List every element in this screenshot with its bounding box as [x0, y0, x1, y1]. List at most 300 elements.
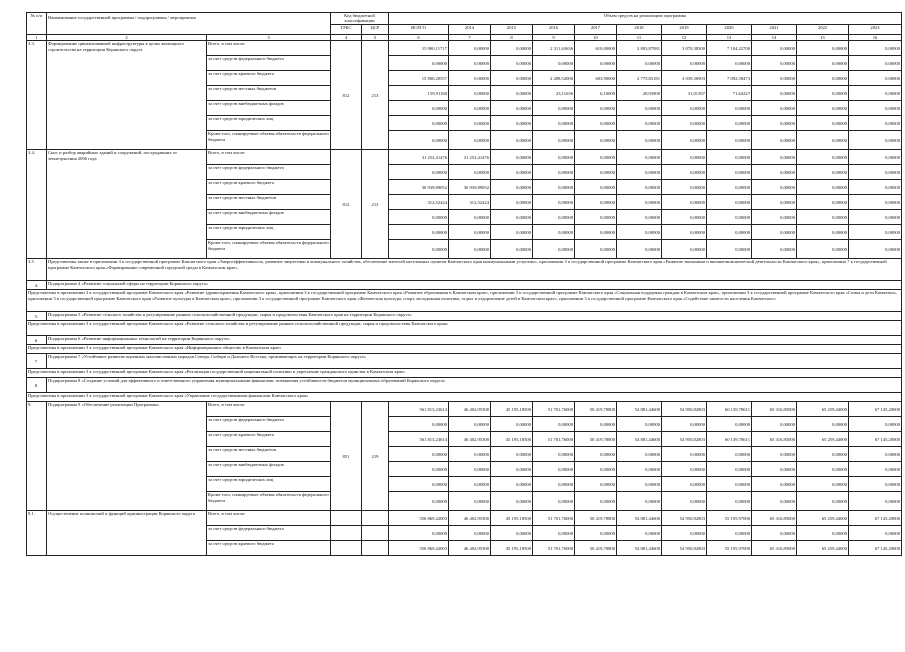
funding-source: Кроме того, планируемые объемы обязательств федерального бюджета — [207, 492, 331, 511]
amount-cell: 0,00000 — [849, 71, 902, 86]
csr-code — [362, 541, 389, 556]
amount-cell: 0,00000 — [707, 195, 752, 210]
amount-cell: 0,00000 — [575, 210, 617, 225]
amount-cell: 0,00000 — [662, 180, 707, 195]
amount-cell: 0,00000 — [449, 240, 491, 259]
amount-cell: 0,00000 — [533, 447, 575, 462]
row-text: Представлены в приложении 3 к государственной программе Камчатского края «Управление государственными финансами Камчатского края» — [27, 393, 902, 402]
amount-cell: 46 402,95300 — [449, 432, 491, 447]
amount-cell: 0,00000 — [797, 526, 849, 541]
amount-cell: 0,00000 — [533, 210, 575, 225]
column-number: 14 — [752, 34, 797, 40]
funding-source: за счет средств федерального бюджета — [207, 56, 331, 71]
note-row — [27, 290, 902, 312]
amount-cell: 0,00000 — [449, 417, 491, 432]
column-number: 10 — [575, 34, 617, 40]
amount-cell: 54 881,44600 — [617, 541, 662, 556]
amount-cell: 0,00000 — [449, 116, 491, 131]
amount-cell: 7 092,58473 — [707, 71, 752, 86]
amount-cell: 0,00000 — [617, 240, 662, 259]
amount-cell: 0,00000 — [849, 210, 902, 225]
amount-cell: 0,00000 — [491, 477, 533, 492]
budget-table — [26, 12, 902, 556]
amount-cell: 54 950,82803 — [662, 402, 707, 417]
amount-cell: 0,00000 — [449, 165, 491, 180]
subprogram-title: Подпрограмма 4 «Развитие социальной сферы на территории Корякского округа» — [47, 281, 902, 290]
amount-cell: 30 939,89052 — [449, 180, 491, 195]
amount-cell: 0,00000 — [617, 492, 662, 511]
amount-cell: 28,03900 — [617, 86, 662, 101]
amount-cell: 0,00000 — [491, 195, 533, 210]
amount-cell: 0,00000 — [662, 56, 707, 71]
column-number: 15 — [797, 34, 849, 40]
amount-cell: 0,00000 — [617, 195, 662, 210]
subprogram-row — [27, 336, 902, 345]
amount-cell: 0,00000 — [389, 225, 449, 240]
funding-source: за счет средств местных бюджетов — [207, 86, 331, 101]
amount-cell: 0,00000 — [849, 165, 902, 180]
amount-cell: 0,00000 — [707, 240, 752, 259]
amount-cell: 0,00000 — [707, 225, 752, 240]
amount-cell: 2 311,63636 — [533, 41, 575, 56]
amount-cell: 0,00000 — [752, 225, 797, 240]
note-row — [27, 393, 902, 402]
amount-cell: 0,00000 — [752, 417, 797, 432]
grbs-code: 812 — [331, 41, 362, 150]
amount-cell: 2 803,87081 — [617, 41, 662, 56]
amount-cell: 0,00000 — [752, 150, 797, 165]
header-budget-code: Код бюджетной классификации — [331, 13, 389, 25]
amount-cell: 0,00000 — [449, 56, 491, 71]
amount-cell: 0,00000 — [849, 56, 902, 71]
amount-cell: 15 900,11717 — [389, 41, 449, 56]
amount-cell: 0,00000 — [533, 462, 575, 477]
row-number: 3.5 — [27, 259, 47, 281]
amount-cell: 54 881,44600 — [617, 432, 662, 447]
amount-cell: 0,00000 — [752, 116, 797, 131]
amount-cell: 556 869,42003 — [389, 511, 449, 526]
amount-cell: 0,00000 — [752, 56, 797, 71]
amount-cell: 0,00000 — [752, 131, 797, 150]
amount-cell: 0,00000 — [533, 116, 575, 131]
amount-cell: 0,00000 — [662, 447, 707, 462]
grbs-code: 851 — [331, 402, 362, 511]
row-number: 8. — [27, 378, 47, 393]
amount-cell: 0,00000 — [389, 165, 449, 180]
amount-cell: 0,00000 — [662, 195, 707, 210]
amount-cell: 0,00000 — [662, 210, 707, 225]
amount-cell: 0,00000 — [575, 150, 617, 165]
amount-cell: 0,00000 — [533, 101, 575, 116]
amount-cell: 0,00000 — [389, 492, 449, 511]
amount-cell: 0,00000 — [491, 180, 533, 195]
amount-cell: 0,00000 — [752, 180, 797, 195]
csr-code — [362, 511, 389, 526]
amount-cell: 0,00000 — [575, 195, 617, 210]
amount-cell: 31 252,41476 — [389, 150, 449, 165]
funding-source: за счет средств юридических лиц — [207, 477, 331, 492]
csr-code: 213 — [362, 150, 389, 259]
amount-cell: 0,00000 — [752, 210, 797, 225]
amount-cell: 60 139,78611 — [707, 402, 752, 417]
amount-cell: 54 881,44600 — [617, 402, 662, 417]
amount-cell: 0,00000 — [797, 417, 849, 432]
table-row — [27, 150, 902, 165]
amount-cell: 0,00000 — [849, 180, 902, 195]
header-year: 2014 — [449, 24, 491, 34]
amount-cell: 0,00000 — [449, 86, 491, 101]
amount-cell: 7 104,22700 — [707, 41, 752, 56]
amount-cell: 0,00000 — [575, 180, 617, 195]
amount-cell: 0,00000 — [575, 417, 617, 432]
amount-cell: 0,00000 — [449, 462, 491, 477]
amount-cell: 0,00000 — [797, 56, 849, 71]
funding-source: за счет средств внебюджетных фондов — [207, 462, 331, 477]
amount-cell: 0,00000 — [491, 116, 533, 131]
amount-cell: 0,00000 — [389, 526, 449, 541]
amount-cell: 0,00000 — [491, 86, 533, 101]
amount-cell: 50 419,78800 — [575, 432, 617, 447]
amount-cell: 0,00000 — [797, 477, 849, 492]
row-number: 3.4. — [27, 150, 47, 259]
amount-cell: 0,00000 — [797, 210, 849, 225]
amount-cell: 603,90000 — [575, 71, 617, 86]
amount-cell: 51 701,76000 — [533, 432, 575, 447]
amount-cell: 0,00000 — [575, 116, 617, 131]
amount-cell: 0,00000 — [491, 150, 533, 165]
amount-cell: 0,00000 — [707, 210, 752, 225]
measure-name: Снос и разбор аварийных зданий и сооружений, пострадавших от землетрясения 2006 года — [47, 150, 207, 259]
amount-cell: 0,00000 — [662, 462, 707, 477]
amount-cell: 0,00000 — [491, 492, 533, 511]
amount-cell: 0,00000 — [797, 447, 849, 462]
amount-cell: 0,00000 — [491, 417, 533, 432]
column-number: 11 — [617, 34, 662, 40]
amount-cell: 0,00000 — [533, 240, 575, 259]
subprogram-title: Подпрограмма 5 «Развитие сельского хозяйства и регулирование рынков сельскохозяйственной продукции, сырья и продовольствия Камчатского края на территории Корякского округа» — [47, 312, 902, 321]
amount-cell: 0,00000 — [575, 101, 617, 116]
amount-cell: 0,00000 — [797, 131, 849, 150]
amount-cell: 23,11636 — [533, 86, 575, 101]
amount-cell: 0,00000 — [533, 150, 575, 165]
amount-cell: 0,00000 — [617, 116, 662, 131]
amount-cell: 0,00000 — [797, 240, 849, 259]
grbs-code — [331, 511, 362, 526]
amount-cell: 0,00000 — [449, 492, 491, 511]
amount-cell: 50 419,78800 — [575, 402, 617, 417]
amount-cell: 0,00000 — [849, 150, 902, 165]
amount-cell: 45 195,18500 — [491, 541, 533, 556]
amount-cell: 0,00000 — [449, 41, 491, 56]
amount-cell: 0,00000 — [752, 477, 797, 492]
amount-cell: 0,00000 — [662, 240, 707, 259]
note-row — [27, 345, 902, 354]
amount-cell: 0,00000 — [491, 56, 533, 71]
amount-cell: 67 145,20000 — [849, 432, 902, 447]
amount-cell: 312,52424 — [389, 195, 449, 210]
measure-name: Формирование цивилизованной инфраструктуры в целях жилищного строительства на территории Корякского округа — [47, 41, 207, 150]
funding-source: за счет средств краевого бюджета — [207, 432, 331, 447]
row-number: 3.3. — [27, 41, 47, 150]
header-volume: Объем средств на реализацию программы — [389, 13, 902, 25]
amount-cell: 0,00000 — [849, 195, 902, 210]
amount-cell: 2 775,83181 — [617, 71, 662, 86]
amount-cell: 0,00000 — [575, 462, 617, 477]
amount-cell: 0,00000 — [575, 477, 617, 492]
amount-cell: 0,00000 — [449, 210, 491, 225]
amount-cell: 0,00000 — [849, 131, 902, 150]
amount-cell: 0,00000 — [389, 210, 449, 225]
amount-cell: 0,00000 — [797, 101, 849, 116]
amount-cell: 0,00000 — [797, 86, 849, 101]
amount-cell: 0,00000 — [849, 101, 902, 116]
amount-cell: 0,00000 — [617, 225, 662, 240]
amount-cell: 0,00000 — [575, 165, 617, 180]
subprogram-row — [27, 312, 902, 321]
amount-cell: 0,00000 — [389, 240, 449, 259]
amount-cell: 0,00000 — [491, 131, 533, 150]
amount-cell: 0,00000 — [797, 180, 849, 195]
amount-cell: 0,00000 — [491, 447, 533, 462]
subprogram-row — [27, 354, 902, 369]
funding-source: Всего, в том числе: — [207, 150, 331, 165]
row-number: 9.1. — [27, 511, 47, 556]
table-row — [27, 41, 902, 56]
amount-cell: 67 145,20000 — [849, 541, 902, 556]
amount-cell: 67 145,20000 — [849, 511, 902, 526]
amount-cell: 0,00000 — [575, 447, 617, 462]
amount-cell: 0,00000 — [797, 492, 849, 511]
amount-cell: 0,00000 — [849, 240, 902, 259]
amount-cell: 561 813,23614 — [389, 402, 449, 417]
funding-source: за счет средств федерального бюджета — [207, 165, 331, 180]
amount-cell: 0,00000 — [707, 56, 752, 71]
funding-source: за счет средств юридических лиц — [207, 225, 331, 240]
header-total: ВСЕГО — [389, 24, 449, 34]
funding-source: Всего, в том числе: — [207, 402, 331, 417]
amount-cell: 0,00000 — [707, 180, 752, 195]
amount-cell: 0,00000 — [533, 165, 575, 180]
amount-cell: 0,00000 — [617, 417, 662, 432]
amount-cell: 0,00000 — [707, 462, 752, 477]
amount-cell: 15 800,20557 — [389, 71, 449, 86]
funding-source: за счет средств внебюджетных фондов — [207, 210, 331, 225]
amount-cell: 0,00000 — [752, 492, 797, 511]
amount-cell: 0,00000 — [533, 526, 575, 541]
amount-cell: 54 950,82803 — [662, 541, 707, 556]
amount-cell: 0,00000 — [849, 492, 902, 511]
subprogram-row — [27, 378, 902, 393]
amount-cell: 0,00000 — [533, 225, 575, 240]
row-number: 4. — [27, 281, 47, 290]
amount-cell: 0,00000 — [491, 462, 533, 477]
header-year: 2018 — [617, 24, 662, 34]
csr-code — [362, 526, 389, 541]
row-text: Представлены в приложении 3 к государственной программе Камчатского края «Информационное общество в Камчатском крае» — [27, 345, 902, 354]
row-number: 5. — [27, 312, 47, 321]
amount-cell: 0,00000 — [449, 101, 491, 116]
amount-cell: 51 701,76000 — [533, 541, 575, 556]
amount-cell: 46 402,95300 — [449, 511, 491, 526]
amount-cell: 0,00000 — [752, 447, 797, 462]
amount-cell: 556 869,42003 — [389, 541, 449, 556]
column-number: 13 — [707, 34, 752, 40]
amount-cell: 51 701,76000 — [533, 402, 575, 417]
amount-cell: 31 252,41476 — [449, 150, 491, 165]
amount-cell: 0,00000 — [707, 116, 752, 131]
amount-cell: 0,00000 — [617, 526, 662, 541]
amount-cell: 0,00000 — [491, 210, 533, 225]
header-year: 2023 — [849, 24, 902, 34]
amount-cell: 561 813,23614 — [389, 432, 449, 447]
header-year: 2020 — [707, 24, 752, 34]
column-number: 5 — [362, 34, 389, 40]
table-row — [27, 402, 902, 417]
subprogram-title: Подпрограмма 7 «Устойчивое развитие коренных малочисленных народов Севера, Сибири и Дальнего Востока, проживающих на территории Корякского округа» — [47, 354, 902, 369]
table-row — [27, 511, 902, 526]
amount-cell: 54 950,82803 — [662, 511, 707, 526]
header-number: № п/п — [27, 13, 47, 35]
amount-cell: 0,00000 — [662, 492, 707, 511]
amount-cell: 0,00000 — [575, 492, 617, 511]
amount-cell: 0,00000 — [575, 56, 617, 71]
amount-cell: 45 195,18500 — [491, 432, 533, 447]
amount-cell: 65 316,85000 — [752, 541, 797, 556]
amount-cell: 0,00000 — [491, 71, 533, 86]
amount-cell: 0,00000 — [797, 225, 849, 240]
amount-cell: 50 419,78800 — [575, 541, 617, 556]
amount-cell: 0,00000 — [617, 165, 662, 180]
amount-cell: 0,00000 — [707, 165, 752, 180]
amount-cell: 0,00000 — [797, 41, 849, 56]
amount-cell: 65 316,85000 — [752, 402, 797, 417]
funding-source: за счет средств краевого бюджета — [207, 541, 331, 556]
amount-cell: 0,00000 — [533, 195, 575, 210]
amount-cell: 65 259,44000 — [797, 541, 849, 556]
funding-source: за счет средств местных бюджетов — [207, 447, 331, 462]
amount-cell: 0,00000 — [849, 86, 902, 101]
header-year: 2019 — [662, 24, 707, 34]
row-text: Представлены в приложении 3 к государственной программе Камчатского края «Развитие сельского хозяйства и регулирование рынков сельскохозяйственной продукции, сырья и продовольствия Камчатского края» — [27, 321, 902, 336]
amount-cell: 0,00000 — [797, 71, 849, 86]
amount-cell: 0,00000 — [662, 131, 707, 150]
amount-cell: 0,00000 — [849, 116, 902, 131]
amount-cell: 30 939,89052 — [389, 180, 449, 195]
amount-cell: 67 145,20000 — [849, 402, 902, 417]
amount-cell: 0,00000 — [533, 477, 575, 492]
amount-cell: 2 288,52000 — [533, 71, 575, 86]
amount-cell: 0,00000 — [707, 101, 752, 116]
amount-cell: 0,00000 — [662, 417, 707, 432]
column-number: 12 — [662, 34, 707, 40]
amount-cell: 0,00000 — [662, 101, 707, 116]
funding-source: Кроме того, планируемые объемы обязательств федерального бюджета — [207, 240, 331, 259]
amount-cell: 0,00000 — [617, 56, 662, 71]
amount-cell: 0,00000 — [491, 41, 533, 56]
amount-cell: 0,00000 — [662, 150, 707, 165]
amount-cell: 0,00000 — [662, 225, 707, 240]
amount-cell: 0,00000 — [707, 417, 752, 432]
subprogram-row — [27, 281, 902, 290]
header-name: Наименование государственной программы / подпрограммы / мероприятия — [47, 13, 331, 35]
amount-cell: 46 402,95300 — [449, 402, 491, 417]
amount-cell: 0,00000 — [849, 447, 902, 462]
header-grbs: ГРБС — [331, 24, 362, 34]
amount-cell: 0,00000 — [662, 116, 707, 131]
row-number: 6. — [27, 336, 47, 345]
subprogram-title: Подпрограмма 8 «Создание условий для эффективного и ответственного управления муниципальными финансами, повышения устойчивости бюджетов муниципальных образований Корякского округа» — [47, 378, 902, 393]
amount-cell: 0,00000 — [389, 447, 449, 462]
grbs-code — [331, 541, 362, 556]
amount-cell: 0,00000 — [797, 116, 849, 131]
amount-cell: 0,00000 — [449, 131, 491, 150]
amount-cell: 0,00000 — [752, 526, 797, 541]
row-number: 7. — [27, 354, 47, 369]
amount-cell: 0,00000 — [752, 41, 797, 56]
column-number: 4 — [331, 34, 362, 40]
row-text: Представлены в приложении 3 к государственной программе Камчатского края «Развитие здравоохранения Камчатского края», приложении 3 к государственной программе Камчатского края «Развитие образования в Камчатском крае», приложении 3 к государственной программе Камчатского края «Социальная поддержка граждан в Камчатском крае», приложении 3 к государственной программе Камчатского края «Семья и дети Камчатки», приложении 3 к государственной программе Камчатского края «Развитие культуры в Камчатском крае», приложении 3 к государственной программе Камчатского края «Физическая культура, спорт, молодежная политика, отдых и оздоровление детей в Камчатском крае», приложении 3 к государственной программе Камчатского края «Содействие занятости населения Камчатского — [27, 290, 902, 312]
amount-cell: 0,00000 — [389, 131, 449, 150]
amount-cell: 0,00000 — [662, 165, 707, 180]
amount-cell: 0,00000 — [449, 447, 491, 462]
grbs-code: 812 — [331, 150, 362, 259]
amount-cell: 0,00000 — [449, 225, 491, 240]
amount-cell: 65 259,44000 — [797, 402, 849, 417]
amount-cell: 0,00000 — [617, 150, 662, 165]
amount-cell: 0,00000 — [533, 417, 575, 432]
grbs-code — [331, 526, 362, 541]
amount-cell: 0,00000 — [533, 180, 575, 195]
amount-cell: 0,00000 — [752, 165, 797, 180]
amount-cell: 0,00000 — [797, 462, 849, 477]
amount-cell: 0,00000 — [575, 240, 617, 259]
amount-cell: 0,00000 — [389, 101, 449, 116]
amount-cell: 0,00000 — [449, 477, 491, 492]
row-text: Представлены в приложении 3 к государственной программе Камчатского края «Реализация государственной национальной политики и укрепление гражданского единства в Камчатском крае» — [27, 369, 902, 378]
amount-cell: 31,01397 — [662, 86, 707, 101]
header-csr: ЦСР — [362, 24, 389, 34]
measure-name: Подпрограмма 9 «Обеспечение реализации Программы» — [47, 402, 207, 511]
measure-name: Осуществление полномочий и функций администрации Корякского округа — [47, 511, 207, 556]
funding-source: Всего, в том числе: — [207, 41, 331, 56]
amount-cell: 0,00000 — [491, 101, 533, 116]
amount-cell: 0,00000 — [389, 477, 449, 492]
csr-code: 213 — [362, 41, 389, 150]
amount-cell: 0,00000 — [849, 41, 902, 56]
amount-cell: 0,00000 — [389, 417, 449, 432]
amount-cell: 0,00000 — [575, 131, 617, 150]
amount-cell: 0,00000 — [491, 165, 533, 180]
amount-cell: 0,00000 — [707, 477, 752, 492]
funding-source: за счет средств юридических лиц — [207, 116, 331, 131]
amount-cell: 0,00000 — [449, 71, 491, 86]
header-year: 2021 — [752, 24, 797, 34]
amount-cell: 0,00000 — [491, 526, 533, 541]
amount-cell: 0,00000 — [752, 195, 797, 210]
amount-cell: 0,00000 — [617, 131, 662, 150]
amount-cell: 0,00000 — [849, 225, 902, 240]
column-number: 2 — [47, 34, 207, 40]
amount-cell: 3 070,38300 — [662, 41, 707, 56]
amount-cell: 65 259,44000 — [797, 511, 849, 526]
amount-cell: 0,00000 — [707, 131, 752, 150]
amount-cell: 0,00000 — [707, 526, 752, 541]
amount-cell: 0,00000 — [491, 240, 533, 259]
amount-cell: 159,91160 — [389, 86, 449, 101]
amount-cell: 0,00000 — [752, 462, 797, 477]
amount-cell: 0,00000 — [797, 165, 849, 180]
amount-cell: 0,00000 — [797, 195, 849, 210]
